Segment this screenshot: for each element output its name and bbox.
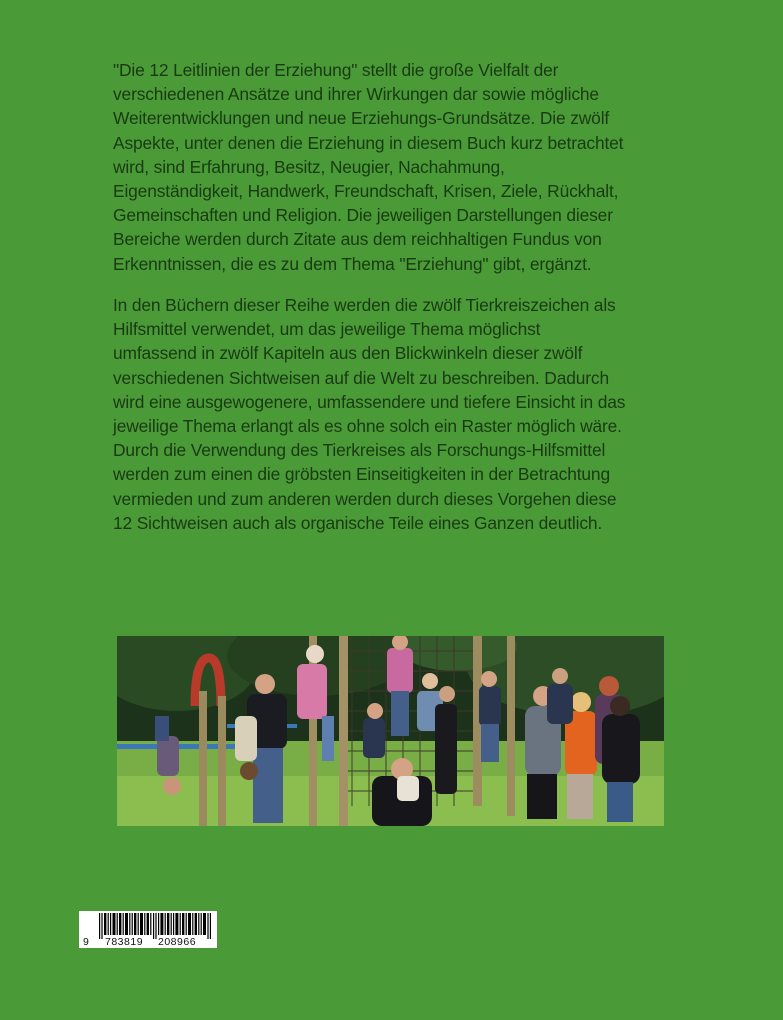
barcode-right-group: 208966	[158, 936, 197, 948]
barcode-digits	[79, 937, 217, 948]
text-line: umfassend in zwölf Kapiteln aus den Blickwinkeln dieser zwölf	[113, 343, 583, 364]
text-line: wird, sind Erfahrung, Besitz, Neugier, Nachahmung,	[113, 156, 505, 177]
text-line: verschiedenen Sichtweisen auf die Welt zu beschreiben. Dadurch	[113, 367, 609, 388]
barcode-lead-digit: 9	[83, 936, 89, 948]
barcode-left-group: 783819	[105, 936, 144, 948]
text-line: In den Büchern dieser Reihe werden die zwölf Tierkreiszeichen als	[113, 295, 616, 315]
text-line: Eigenständigkeit, Handwerk, Freundschaft, Krisen, Ziele, Rückhalt,	[113, 181, 619, 202]
text-line: werden zum einen die gröbsten Einseitigkeiten in der Betrachtung	[113, 464, 610, 485]
text-line: vermieden und zum anderen werden durch dieses Vorgehen diese	[113, 488, 617, 509]
text-line: Bereiche werden durch Zitate aus dem reichhaltigen Fundus von	[113, 229, 602, 250]
text-line: Weiterentwicklungen und neue Erziehungs-Grundsätze. Die zwölf	[113, 108, 610, 129]
isbn-barcode	[79, 911, 217, 948]
text-line: jeweilige Thema erlangt als es ohne solch ein Raster möglich wäre.	[113, 416, 622, 437]
description-paragraph-1	[113, 58, 673, 276]
playground-scene-illustration	[117, 636, 664, 826]
text-line: wird eine ausgewogenere, umfassendere und tiefere Einsicht in das	[113, 391, 626, 412]
text-line: verschiedenen Ansätze und ihrer Wirkungen dar sowie mögliche	[113, 84, 599, 105]
text-line: Erkenntnissen, die es zu dem Thema "Erziehung" gibt, ergänzt.	[113, 253, 592, 274]
text-line: 12 Sichtweisen auch als organische Teile eines Ganzen deutlich.	[113, 512, 603, 533]
description-paragraph-2	[113, 293, 673, 535]
text-line: Durch die Verwendung des Tierkreises als Forschungs-Hilfsmittel	[113, 440, 606, 461]
group-photo-playground	[117, 636, 664, 826]
text-line: Aspekte, unter denen die Erziehung in diesem Buch kurz betrachtet	[113, 132, 624, 153]
text-line: "Die 12 Leitlinien der Erziehung" stellt die große Vielfalt der	[113, 60, 559, 80]
text-line: Hilfsmittel verwendet, um das jeweilige Thema möglichst	[113, 319, 541, 340]
text-line: Gemeinschaften und Religion. Die jeweiligen Darstellungen dieser	[113, 205, 613, 226]
